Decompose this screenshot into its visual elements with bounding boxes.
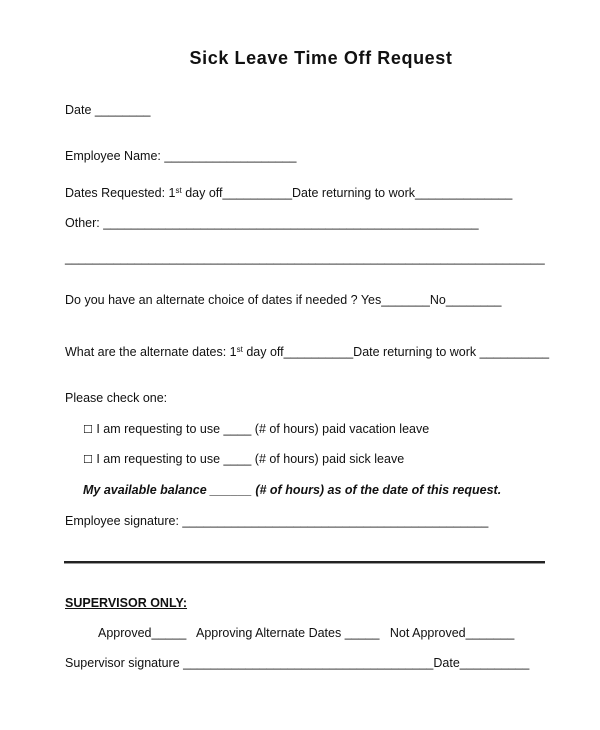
supervisor-heading: SUPERVISOR ONLY:	[65, 596, 188, 610]
form-title: Sick Leave Time Off Request	[189, 48, 453, 68]
approval-options[interactable]: Approved_____ Approving Alternate Dates _____ Not Approved_______	[98, 626, 515, 640]
available-balance-field[interactable]: My available balance ______ (# of hours) as of the date of this request.	[83, 483, 502, 497]
vacation-leave-text: I am requesting to use ____ (# of hours) paid vacation leave	[92, 422, 430, 436]
employee-signature-field[interactable]: Employee signature: ____________________________________________	[65, 514, 489, 528]
vacation-leave-option[interactable]	[83, 421, 429, 438]
dates-requested-suffix: day off__________Date returning to work______________	[181, 186, 513, 200]
other-continuation-line[interactable]: _____________________________________________________________________	[65, 251, 545, 265]
date-field[interactable]: Date ________	[65, 103, 151, 117]
dates-requested-field[interactable]	[65, 185, 512, 201]
sick-leave-option[interactable]	[83, 451, 404, 468]
alternate-choice-question[interactable]: Do you have an alternate choice of dates if needed ? Yes_______No________	[65, 293, 502, 307]
section-divider	[64, 561, 545, 563]
employee-name-field[interactable]: Employee Name: ___________________	[65, 149, 297, 163]
alternate-dates-ordinal: st	[236, 345, 243, 354]
please-check-label: Please check one:	[65, 391, 168, 405]
dates-requested-ordinal: st	[175, 186, 182, 195]
dates-requested-prefix: Dates Requested: 1	[65, 186, 176, 200]
alternate-dates-suffix: day off__________Date returning to work __________	[242, 345, 550, 359]
alternate-dates-prefix: What are the alternate dates: 1	[65, 345, 237, 359]
vacation-checkbox[interactable]: ☐	[83, 423, 93, 436]
sick-checkbox[interactable]: ☐	[83, 453, 93, 466]
alternate-dates-field[interactable]	[65, 344, 549, 360]
sick-leave-text: I am requesting to use ____ (# of hours) paid sick leave	[92, 452, 405, 466]
supervisor-signature-field[interactable]: Supervisor signature ____________________________________Date__________	[65, 656, 530, 670]
other-field[interactable]: Other: ______________________________________________________	[65, 216, 479, 230]
